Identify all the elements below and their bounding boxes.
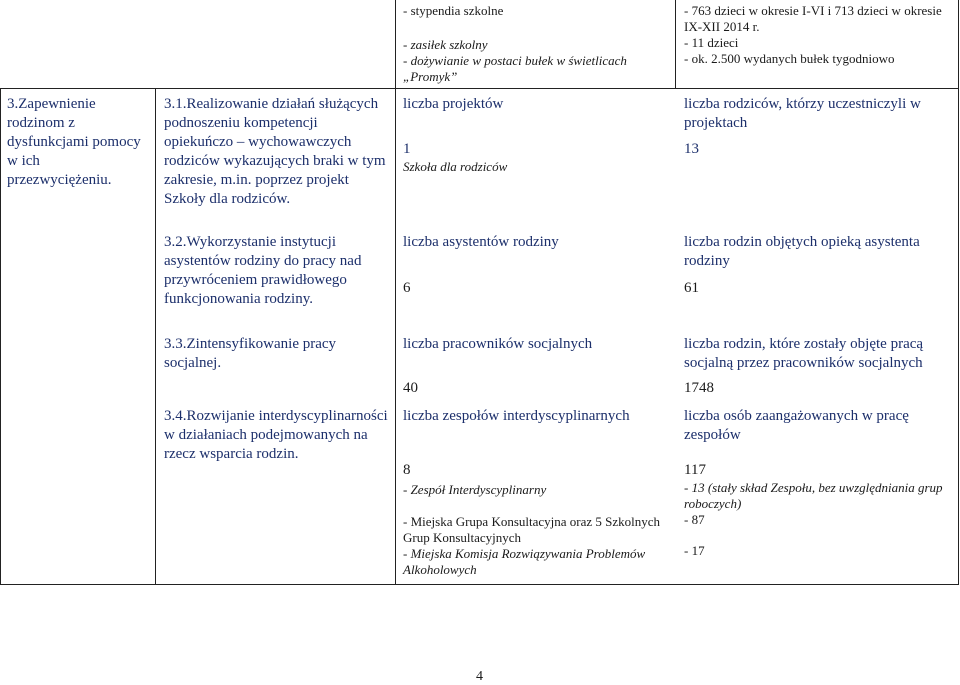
result-label: liczba rodzin objętych opieką asystenta rodziny [684, 234, 920, 269]
indicator-value: 40 [403, 380, 418, 396]
indicator-label: liczba zespołów interdyscyplinarnych [403, 408, 630, 424]
table-row-divider [0, 88, 959, 89]
top-left-item: - zasiłek szkolny [403, 37, 488, 52]
indicator-label: liczba projektów [403, 96, 504, 112]
table-border-mid-top [675, 0, 676, 88]
indicator-value: 1 [403, 141, 411, 157]
indicator-value: 8 [403, 462, 411, 478]
task-3-2: 3.2.Wykorzystanie instytucji asystentów rodziny do pracy nad przywróceniem prawidłowego funkcjonowania rodziny. [164, 234, 362, 307]
result-label: liczba rodzin, które zostały objęte pracą socjalną przez pracowników socjalnych [684, 336, 924, 371]
indicator-note: Szkoła dla rodziców [403, 159, 508, 174]
table-column-divider [155, 88, 156, 584]
indicator-subitem: - Miejska Grupa Konsultacyjna oraz 5 Szkolnych Grup Konsultacyjnych [403, 514, 661, 545]
indicator-label: liczba asystentów rodziny [403, 234, 559, 250]
task-3-3: 3.3.Zintensyfikowanie pracy socjalnej. [164, 336, 337, 371]
result-subitem: - 13 (stały skład Zespołu, bez uwzględniania grup roboczych) [684, 480, 943, 511]
page-number: 4 [476, 669, 483, 684]
table-bottom-border [0, 584, 959, 585]
indicator-subitem: - Zespół Interdyscyplinarny [403, 482, 547, 497]
task-3-1: 3.1.Realizowanie działań służących podnoszeniu kompetencji opiekuńczo – wychowawczych rodziców wykazujących braki w tym zakresie, m.in. poprzez projekt Szkoły dla rodziców. [164, 96, 386, 207]
top-left-item: - dożywianie w postaci bułek w świetlicach „Promyk” [403, 53, 627, 84]
top-left-item: - stypendia szkolne [403, 3, 504, 18]
result-subitem: - 17 [684, 543, 705, 558]
indicator-label: liczba pracowników socjalnych [403, 336, 593, 352]
top-right-item: - 763 dzieci w okresie I-VI i 713 dzieci w okresie IX-XII 2014 r. [684, 3, 942, 34]
result-value: 13 [684, 141, 699, 157]
indicator-subitem: - Miejska Komisja Rozwiązywania Problemów Alkoholowych [403, 546, 646, 577]
table-border-left [0, 88, 1, 584]
section-title: 3.Zapewnienie rodzinom z dysfunkcjami pomocy w ich przezwyciężeniu. [7, 96, 141, 188]
result-value: 117 [684, 462, 706, 478]
table-border-left-top [395, 0, 396, 88]
task-3-4: 3.4.Rozwijanie interdyscyplinarności w działaniach podejmowanych na rzecz wsparcia rodzin. [164, 408, 388, 462]
indicator-value: 6 [403, 280, 411, 296]
result-value: 61 [684, 280, 699, 296]
result-subitem: - 87 [684, 512, 705, 527]
result-label: liczba osób zaangażowanych w pracę zespołów [684, 408, 909, 443]
top-right-item: - ok. 2.500 wydanych bułek tygodniowo [684, 51, 895, 66]
top-right-item: - 11 dzieci [684, 35, 739, 50]
result-value: 1748 [684, 380, 714, 396]
table-column-divider [395, 88, 396, 584]
result-label: liczba rodziców, którzy uczestniczyli w projektach [684, 96, 921, 131]
